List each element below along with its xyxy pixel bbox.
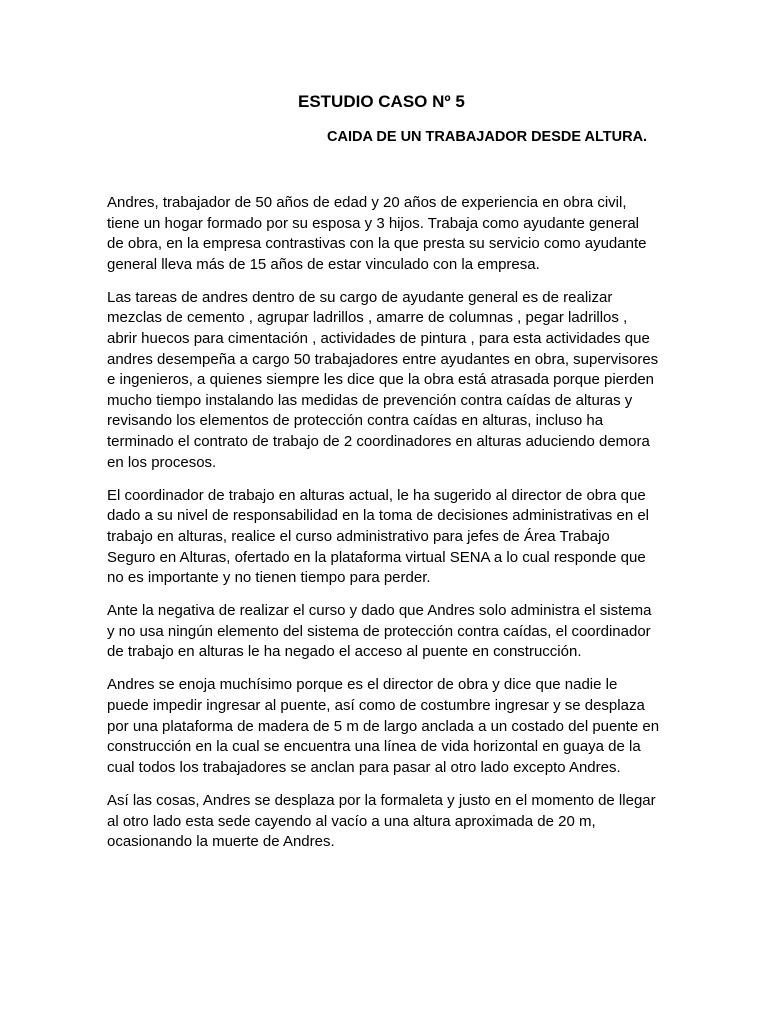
text-line: Así las cosas, Andres se desplaza por la formaleta y justo en el momento de llegar [107,791,656,809]
text-line: tiene un hogar formado por su esposa y 3 hijos. Trabaja como ayudante general [107,214,640,232]
text-line: andres desempeña a cargo 50 trabajadores entre ayudantes en obra, supervisores [107,350,659,368]
text-line: Andres, trabajador de 50 años de edad y 20 años de experiencia en obra civil, [107,194,627,211]
document-title: ESTUDIO CASO Nº 5 [298,92,465,111]
text-line: de obra, en la empresa contrastivas con la que presta su servicio como ayudante [107,235,647,253]
text-line: terminado el contrato de trabajo de 2 coordinadores en alturas aduciendo demora [107,433,650,451]
text-line: Seguro en Alturas, ofertado en la plataforma virtual SENA a lo cual responde que [107,548,646,566]
text-line: mucho tiempo instalando las medidas de prevención contra caídas de alturas y [107,391,633,409]
text-line: y no usa ningún elemento del sistema de protección contra caídas, el coordinador [107,622,651,640]
text-line: El coordinador de trabajo en alturas actual, le ha sugerido al director de obra que [107,486,646,504]
document-body [107,193,667,865]
text-line: Andres se enoja muchísimo porque es el director de obra y dice que nadie le [107,676,618,694]
text-line: revisando los elementos de protección contra caídas en alturas, incluso ha [107,412,604,430]
text-line: no es importante y no tienen tiempo para perder. [107,569,431,587]
body-paragraph [107,675,667,778]
text-line: en los procesos. [107,453,217,471]
body-paragraph [107,193,667,275]
text-line: Las tareas de andres dentro de su cargo de ayudante general es de realizar [107,288,613,306]
text-line: al otro lado esta sede cayendo al vacío a una altura aproximada de 20 m, [107,812,596,830]
body-paragraph [107,791,667,853]
text-line: mezclas de cemento , agrupar ladrillos , amarre de columnas , pegar ladrillos , [107,309,628,327]
text-line: por una plataforma de madera de 5 m de largo anclada a un costado del puente en [107,717,660,735]
text-line: cual todos los trabajadores se anclan para pasar al otro lado excepto Andres. [107,758,621,776]
text-line: de trabajo en alturas le ha negado el acceso al puente en construcción. [107,643,582,661]
body-paragraph [107,288,667,473]
text-line: construcción en la cual se encuentra una línea de vida horizontal en guaya de la [107,738,641,756]
text-line: e ingenieros, a quienes siempre les dice que la obra está atrasada porque pierden [107,371,655,389]
text-line: abrir huecos para cimentación , actividades de pintura , para esta actividades que [107,330,650,348]
text-line: dado a su nivel de responsabilidad en la toma de decisiones administrativas en el [107,507,649,525]
body-paragraph [107,601,667,663]
text-line: Ante la negativa de realizar el curso y dado que Andres solo administra el sistema [107,602,652,620]
text-line: trabajo en alturas, realice el curso administrativo para jefes de Área Trabajo [107,527,610,545]
body-paragraph [107,486,667,589]
text-line: puede impedir ingresar al puente, así como de costumbre ingresar y se desplaza [107,697,645,715]
text-line: ocasionando la muerte de Andres. [107,833,335,851]
document-subtitle: CAIDA DE UN TRABAJADOR DESDE ALTURA. [327,129,648,145]
text-line: general lleva más de 15 años de estar vinculado con la empresa. [107,255,540,273]
